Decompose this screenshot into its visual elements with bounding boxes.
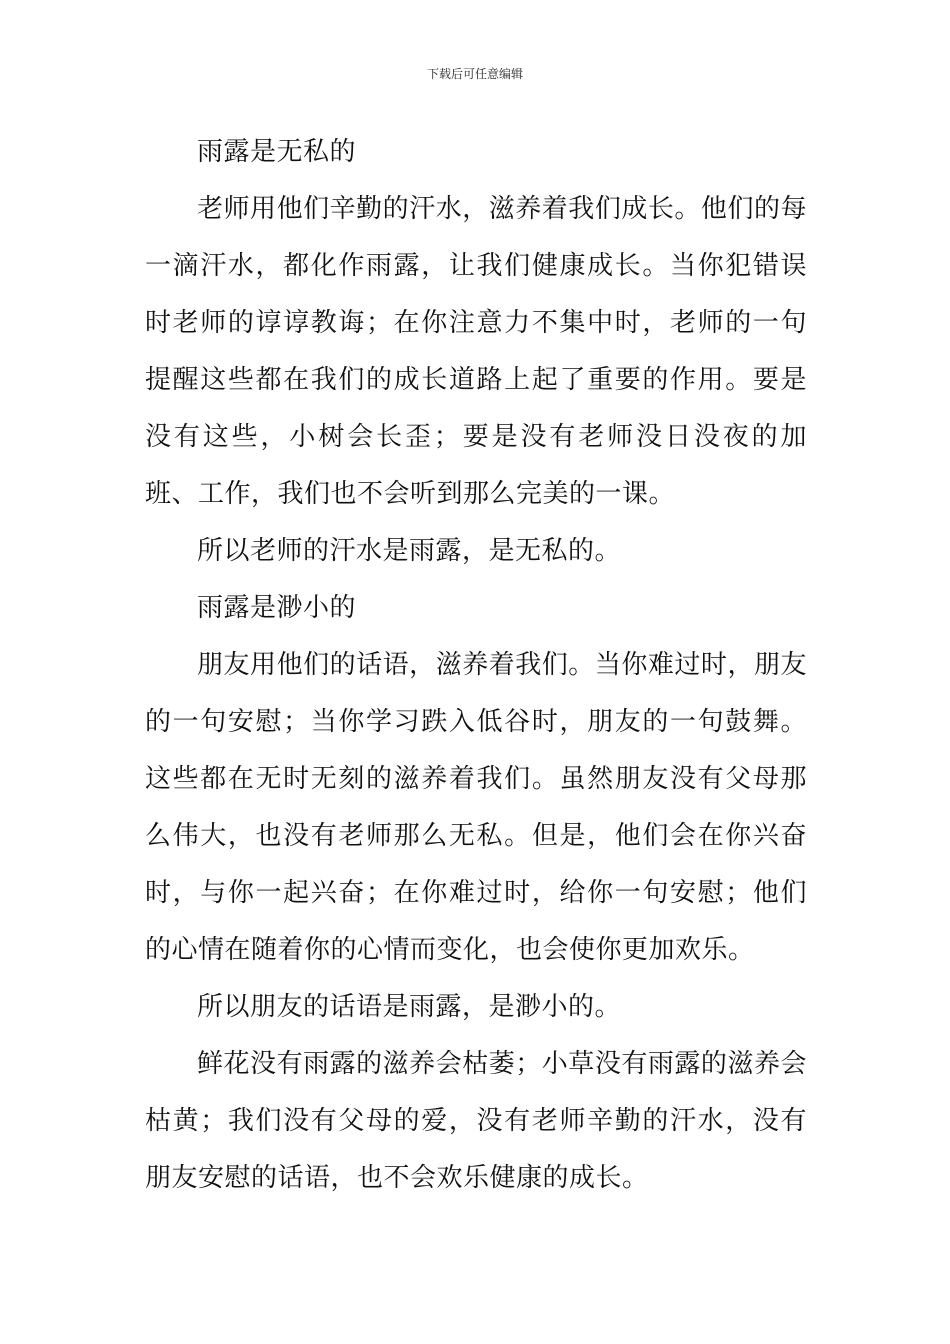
document-body (145, 124, 807, 1207)
paragraph-friends-conclusion: 所以朋友的话语是雨露，是渺小的。 (197, 992, 622, 1022)
paragraph-closing: 鲜花没有雨露的滋养会枯萎；小草没有雨露的滋养会枯黄；我们没有父母的爱，没有老师辛勤的汗水，没有朋友安慰的话语，也不会欢乐健康的成长。 (145, 1049, 807, 1193)
paragraph-teacher-conclusion: 所以老师的汗水是雨露，是无私的。 (197, 536, 622, 566)
section-heading-small: 雨露是渺小的 (197, 593, 357, 623)
paragraph-friends: 朋友用他们的话语，滋养着我们。当你难过时，朋友的一句安慰；当你学习跌入低谷时，朋友的一句鼓舞。这些都在无时无刻的滋养着我们。虽然朋友没有父母那么伟大，也没有老师那么无私。但是，他们会在你兴奋时，与你一起兴奋；在你难过时，给你一句安慰；他们的心情在随着你的心情而变化，也会使你更加欢乐。 (145, 650, 807, 965)
page-header: 下载后可任意编辑 (426, 67, 523, 81)
section-heading-selfless: 雨露是无私的 (197, 137, 357, 167)
paragraph-teacher: 老师用他们辛勤的汗水，滋养着我们成长。他们的每一滴汗水，都化作雨露，让我们健康成长。当你犯错误时老师的谆谆教诲；在你注意力不集中时，老师的一句提醒这些都在我们的成长道路上起了重要的作用。要是没有这些，小树会长歪；要是没有老师没日没夜的加班、工作，我们也不会听到那么完美的一课。 (145, 194, 807, 509)
